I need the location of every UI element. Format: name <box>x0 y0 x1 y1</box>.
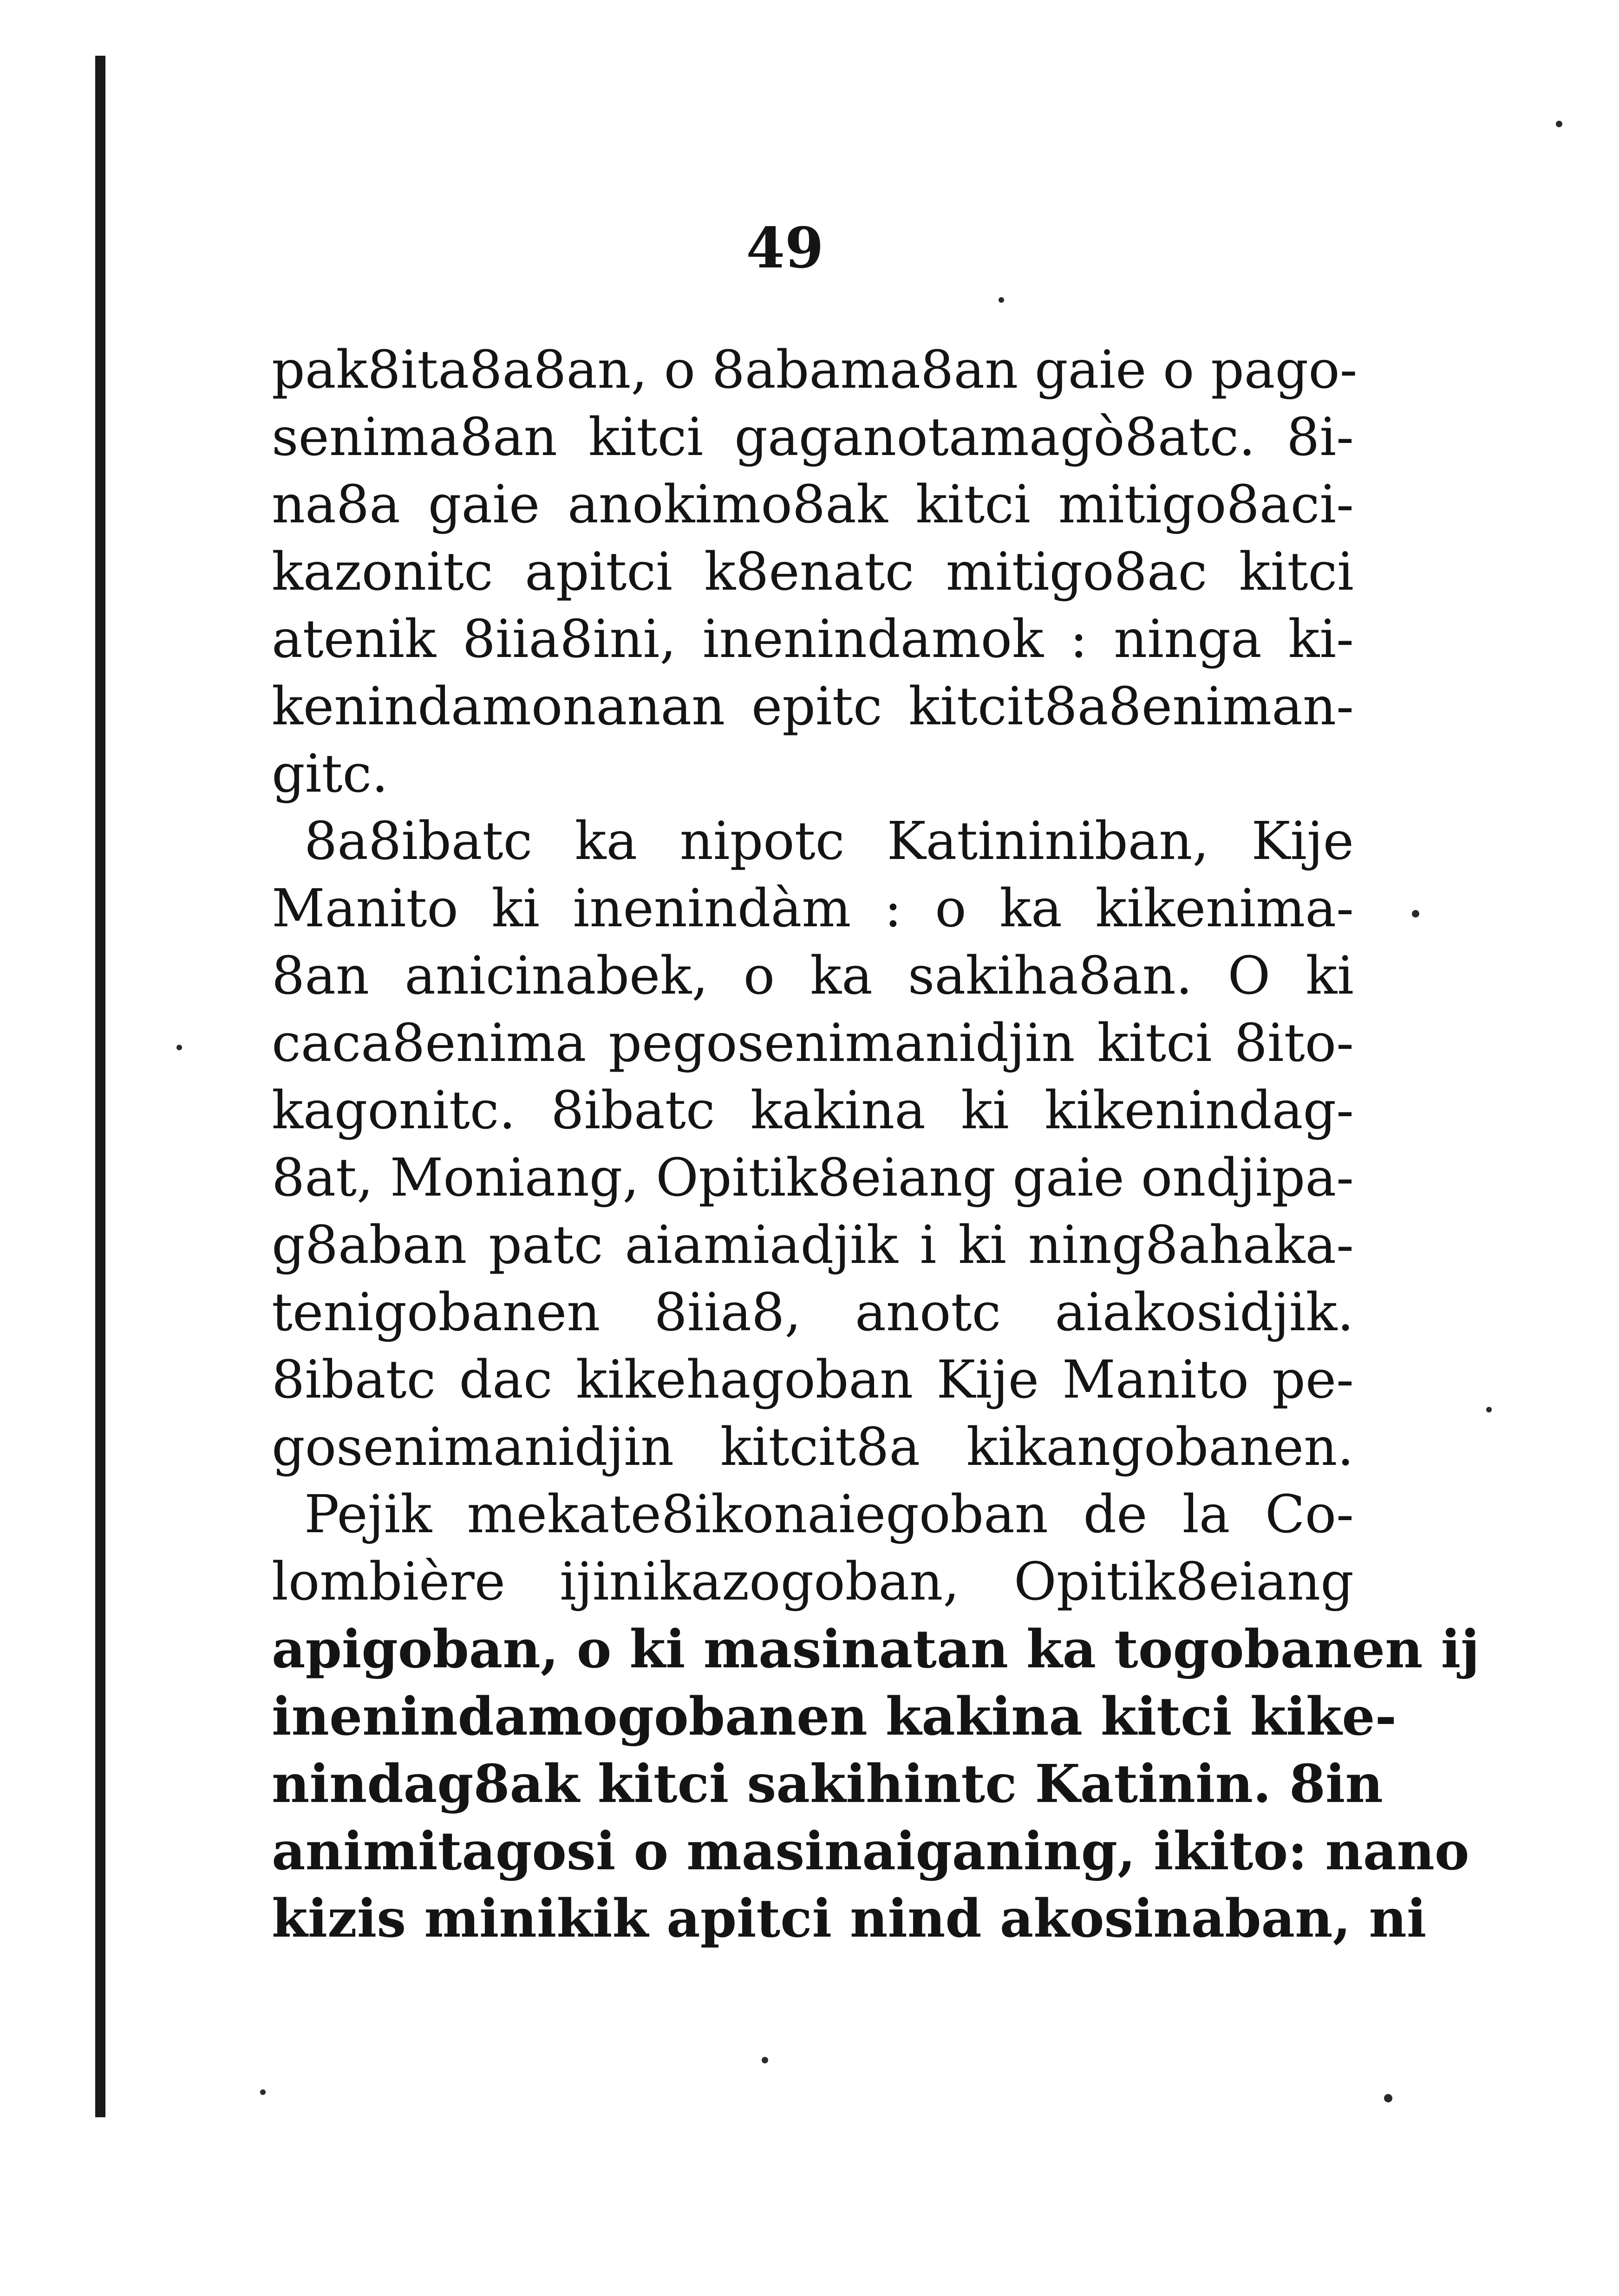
text-line: 8at, Moniang, Opitik8eiang gaie ondjipa- <box>272 1148 1354 1208</box>
text-line: atenik 8iia8ini, inenindamok : ninga ki- <box>272 609 1354 670</box>
body-text <box>272 337 1480 1952</box>
text-line: kizis minikik apitci nind akosinaban, ni <box>272 1888 1427 1949</box>
text-line: apigoban, o ki masinatan ka togobanen ij <box>272 1619 1480 1680</box>
text-line: senima8an kitci gaganotamagò8atc. 8i- <box>272 407 1354 468</box>
scan-speck <box>1412 910 1419 917</box>
text-line: 8a8ibatc ka nipotc Katininiban, Kije <box>304 811 1354 872</box>
text-line: caca8enima pegosenimanidjin kitci 8ito- <box>272 1013 1354 1073</box>
text-line: na8a gaie anokimo8ak kitci mitigo8aci- <box>272 475 1354 535</box>
scan-speck <box>1556 121 1562 127</box>
scan-speck <box>1486 1407 1492 1412</box>
text-line: gosenimanidjin kitcit8a kikangobanen. <box>272 1417 1354 1477</box>
text-line: animitagosi o masinaiganing, ikito: nano <box>272 1821 1469 1882</box>
text-line: Manito ki inenindàm : o ka kikenima- <box>272 878 1354 939</box>
scan-speck <box>762 2057 768 2063</box>
text-line: kazonitc apitci k8enatc mitigo8ac kitci <box>272 542 1354 602</box>
page-edge-line <box>95 56 105 2117</box>
scan-speck <box>260 2089 266 2095</box>
text-line: tenigobanen 8iia8, anotc aiakosidjik. <box>272 1282 1354 1343</box>
text-line: kagonitc. 8ibatc kakina ki kikenindag- <box>272 1080 1354 1141</box>
text-line: g8aban patc aiamiadjik i ki ning8ahaka- <box>272 1215 1354 1275</box>
text-line: 8an anicinabek, o ka sakiha8an. O ki <box>272 946 1354 1006</box>
scan-speck <box>176 1045 182 1050</box>
text-line: inenindamogobanen kakina kitci kike- <box>272 1686 1397 1747</box>
text-line: pak8ita8a8an, o 8abama8an gaie o pago- <box>272 340 1358 400</box>
text-line: nindag8ak kitci sakihintc Katinin. 8in <box>272 1754 1383 1815</box>
page-number: 49 <box>746 215 824 281</box>
text-line: Pejik mekate8ikonaiegoban de la Co- <box>304 1484 1354 1545</box>
text-line: kenindamonanan epitc kitcit8a8eniman- <box>272 676 1354 737</box>
scan-speck <box>999 297 1004 303</box>
text-line: 8ibatc dac kikehagoban Kije Manito pe- <box>272 1350 1354 1410</box>
scan-speck <box>1384 2094 1392 2102</box>
text-line: lombière ijinikazogoban, Opitik8eiang <box>272 1552 1354 1612</box>
text-line: gitc. <box>272 744 388 804</box>
